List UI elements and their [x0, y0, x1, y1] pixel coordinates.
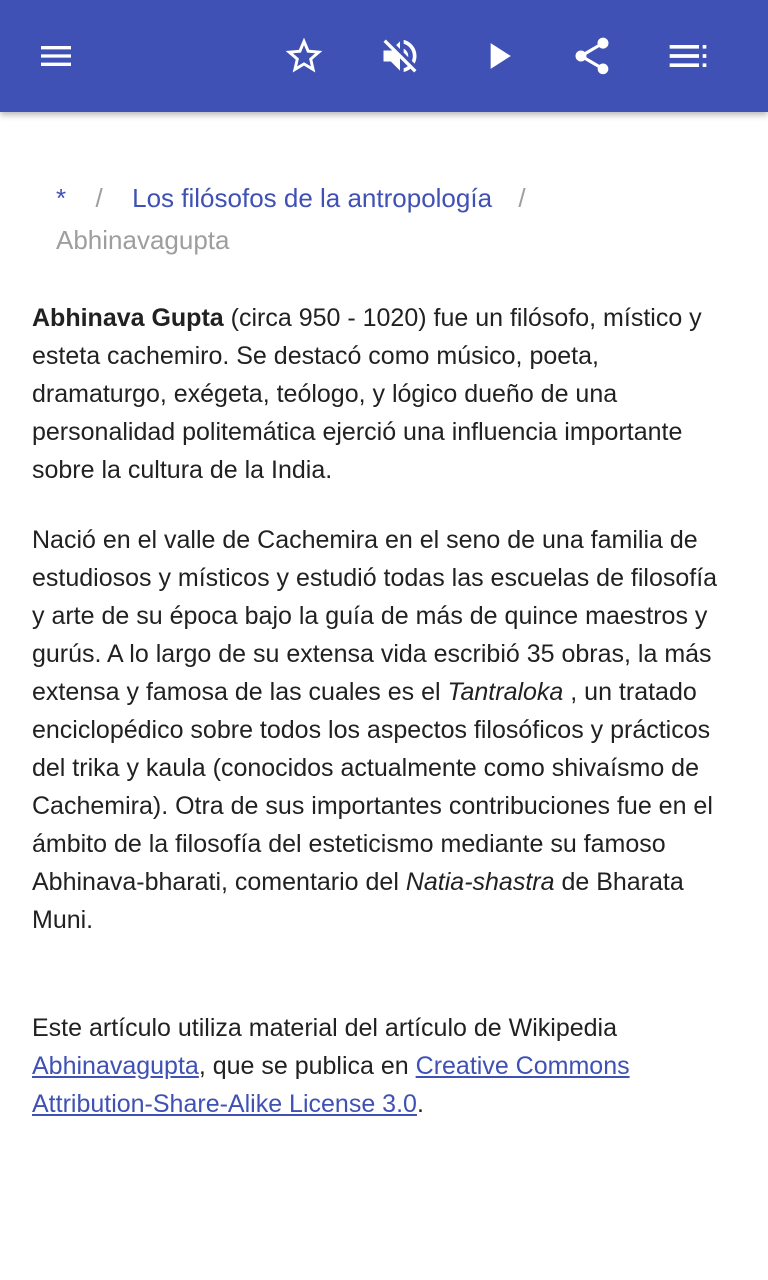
- contents-button[interactable]: [656, 24, 720, 88]
- breadcrumb-separator: /: [95, 183, 103, 213]
- play-button[interactable]: [466, 24, 530, 88]
- share-button[interactable]: [560, 24, 624, 88]
- star-outline-icon: [282, 34, 326, 78]
- volume-off-icon: [378, 34, 422, 78]
- article-paragraph-intro: [32, 299, 736, 489]
- breadcrumb-separator: /: [518, 183, 526, 213]
- menu-icon: [36, 36, 76, 76]
- play-icon: [476, 34, 520, 78]
- breadcrumb-current: Abhinavagupta: [56, 225, 230, 255]
- biography-text: de Bharata Muni.: [32, 868, 684, 934]
- license-link[interactable]: Creative Commons Attribution-Share-Alike License 3.0: [32, 1052, 630, 1118]
- menu-button[interactable]: [24, 24, 88, 88]
- wikipedia-article-link[interactable]: Abhinavagupta: [32, 1052, 199, 1080]
- article-content: [32, 112, 736, 1123]
- playlist-icon: [666, 34, 710, 78]
- license-text: , que se publica en: [198, 1052, 416, 1080]
- mute-button[interactable]: [368, 24, 432, 88]
- license-notice: [32, 1009, 736, 1123]
- biography-text: Nació en el valle de Cachemira en el seno de una familia de estudiosos y místicos y estudió todas las escuelas de filosofía y arte de su época bajo la guía de más de quince maestros y gurús. A lo largo de su extensa vida escribió 35 obras, la más extensa y famosa de las cuales es el: [32, 526, 718, 706]
- app-bar: [0, 0, 768, 112]
- article-subject-name: Abhinava Gupta: [32, 304, 224, 332]
- work-title-tantraloka: Tantraloka: [447, 678, 564, 706]
- work-title-natia-shastra: Natia-shastra: [405, 868, 555, 896]
- breadcrumb-category-link[interactable]: Los filósofos de la antropología: [132, 183, 493, 213]
- article-paragraph-biography: [32, 521, 736, 939]
- license-text: .: [416, 1090, 424, 1118]
- biography-text: , un tratado enciclopédico sobre todos los aspectos filosóficos y prácticos del trika y kaula (conocidos actualmente como shivaísmo de Cachemira). Otra de sus importantes contribuciones fue en el ámbito de la filosofía del esteticismo mediante su famoso Abhinava-bharati, comentario del: [32, 678, 713, 896]
- share-icon: [570, 34, 614, 78]
- breadcrumb: [32, 177, 736, 261]
- favorite-button[interactable]: [272, 24, 336, 88]
- breadcrumb-home-link[interactable]: *: [56, 183, 67, 213]
- license-text: Este artículo utiliza material del artículo de Wikipedia: [32, 1014, 617, 1042]
- intro-text: (circa 950 - 1020) fue un filósofo, místico y esteta cachemiro. Se destacó como músico, poeta, dramaturgo, exégeta, teólogo, y lógico dueño de una personalidad politemática ejerció una influencia importante sobre la cultura de la India.: [32, 304, 702, 484]
